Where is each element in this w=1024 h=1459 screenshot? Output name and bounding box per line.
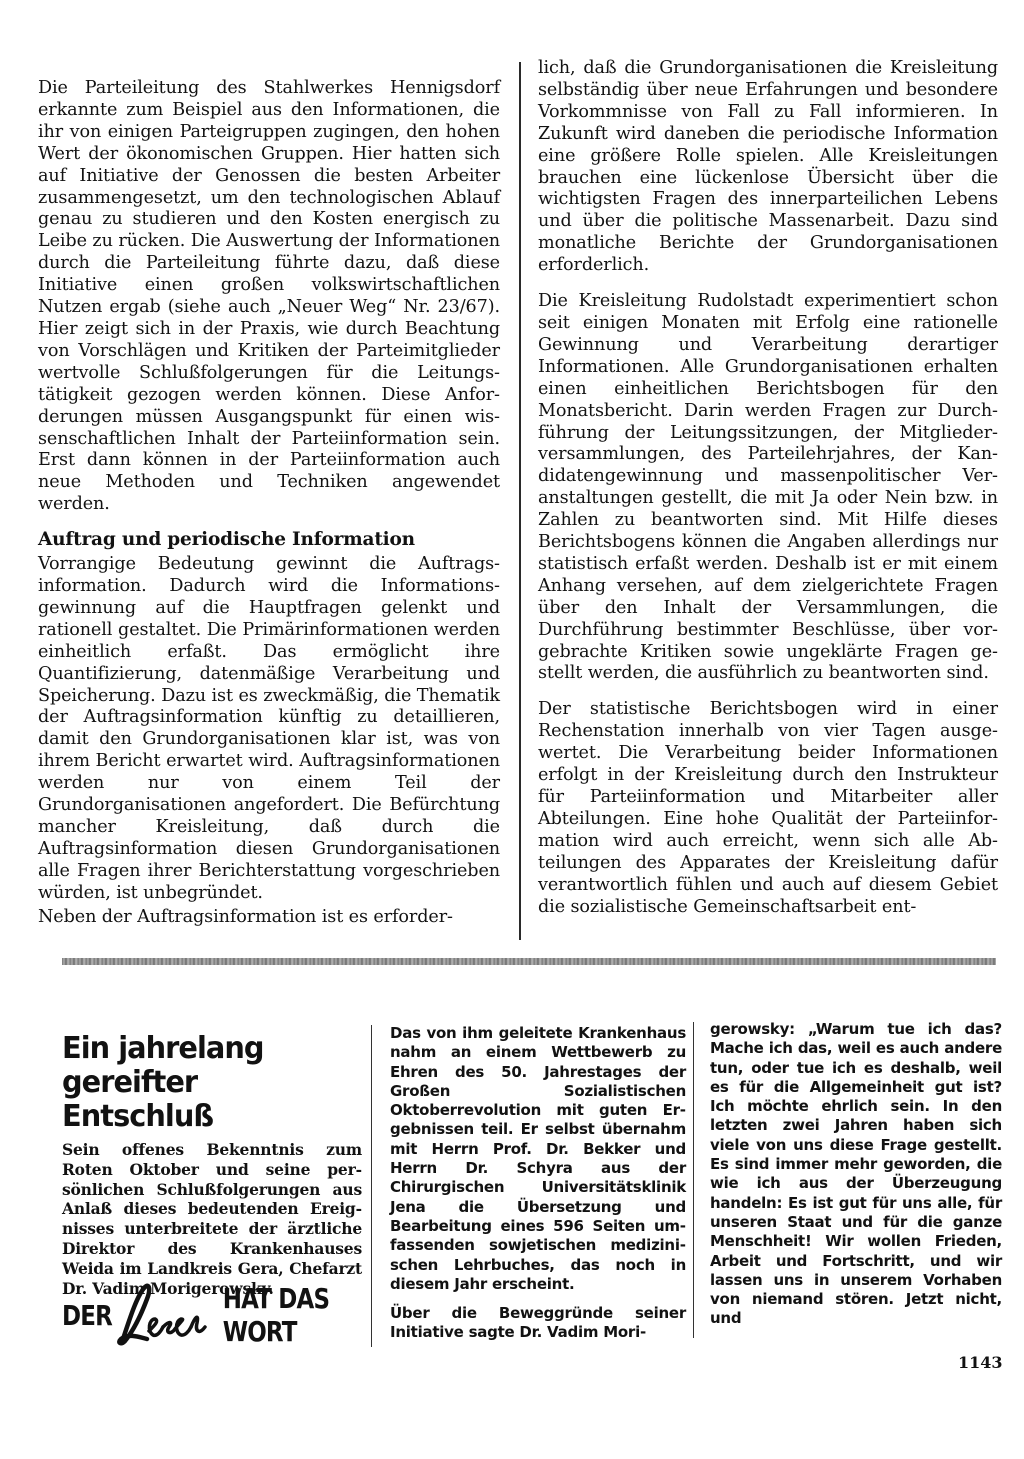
page-number: 1143 <box>958 1353 1003 1372</box>
paragraph: Das von ihm geleitete Krankenhaus nahm an einem Wettbewerb zu Ehren des 50. Jahrestages der Großen Sozialistischen Oktoberrevolution mit guten Ergebnissen teil. Er selbst übernahm mit Herrn Prof. Dr. Bekker und Herrn Dr. Schyra aus der Chirurgischen Universitätsklinik Jena die Übersetzung und Bearbeitung eines 596 Seiten umfassenden sowjetischen medizinischen Lehrbuches, das noch in diesem Jahr erscheint. <box>390 1024 686 1293</box>
article-column-2 <box>538 58 998 918</box>
letter-lead: Sein offenes Bekenntnis zum Roten Oktober und seine persönlichen Schlußfolgerungen aus Anlaß dieses bedeutenden Ereignisses unterbreitete der ärztliche Direktor des Krankenhauses Weida im Landkreis Gera, Chefarzt Dr. Vadim Morigerowsky. <box>62 1140 362 1298</box>
article-column-1 <box>38 78 500 929</box>
column-divider <box>371 1025 372 1347</box>
leser-script-logo-icon <box>115 1281 207 1349</box>
logo-word-hat-das-wort: HAT DAS WORT <box>222 1282 330 1348</box>
section-divider <box>62 958 996 965</box>
headline-line-1: Ein jahrelang <box>62 1031 264 1066</box>
logo-word-der: DER <box>62 1298 112 1332</box>
letter-headline <box>62 1032 350 1134</box>
column-divider <box>693 1022 694 1338</box>
der-leser-hat-das-wort-logo <box>62 1280 358 1350</box>
paragraph: Neben der Auftragsinformation ist es erforder- <box>38 906 453 927</box>
paragraph: lich, daß die Grundorganisationen die Kreisleitung selbständig über neue Erfahrungen und besondere Vorkommnisse von Fall zu Fall informieren. In Zukunft wird daneben die periodische Information eine größere Rolle spielen. Alle Kreisleitungen brauchen eine lückenlose Übersicht über die wichtigsten Fragen des innerparteilichen Lebens und über die politische Massenarbeit. Dazu sind monatliche Berichte der Grundorganisationen erforderlich. <box>538 58 998 276</box>
column-divider <box>519 62 521 940</box>
paragraph: Die Kreisleitung Rudolstadt experimentiert schon seit einigen Monaten mit Erfolg eine rationelle Gewinnung und Verarbeitung derartiger Informationen. Alle Grundorganisationen erhalten einen einheitlichen Berichtsbogen für den Monatsbericht. Darin werden Fragen zur Durchführung der Leitungssitzungen, der Mitgliederversammlungen, des Parteilehrjahres, der Kandidatengewinnung und massenpolitischer Veranstaltungen gestellt, die mit Ja oder Nein bzw. in Zahlen zu beantworten sind. Mit Hilfe dieses Berichtsbogens können die Angaben allerdings nur statistisch erfaßt werden. Deshalb ist er mit einem Anhang versehen, auf dem zielgerichtete Fragen über den Inhalt der Versammlungen, die Durchführung bestimmter Beschlüsse, über vorgebrachte Kritiken sowie ungeklärte Fragen gestellt werden, die ausführlich zu beantworten sind. <box>538 291 998 684</box>
paragraph: Der statistische Berichtsbogen wird in einer Rechenstation innerhalb von vier Tagen ausgewertet. Die Verarbeitung beider Informationen erfolgt in der Kreisleitung durch den Instrukteur für Parteiinformation und Mitarbeiter aller Abteilungen. Eine hohe Qualität der Parteiinformation wird auch erreicht, wenn sich alle Abteilungen des Apparates der Kreisleitung dafür verantwortlich fühlen und auch auf diesem Gebiet die sozialistische Gemeinschaftsarbeit ent- <box>538 699 998 917</box>
headline-line-2: gereifter Entschluß <box>62 1065 214 1134</box>
letter-column-2 <box>710 1020 1002 1329</box>
paragraph: gerowsky: „Warum tue ich das? Mache ich das, weil es auch andere tun, oder tue ich es deshalb, weil es für die Allgemeinheit gut ist? Ich möchte ehrlich sein. In den letzten zwei Jahren haben sich viele von uns diese Frage gestellt. Es sind immer mehr geworden, die wie ich aus der Überzeugung handeln: Es ist gut für uns alle, für unseren Staat und für die ganze Menschheit! Wir wollen Frieden, Arbeit und Fortschritt, und wir lassen uns in unserem Vorhaben von niemand stören. Jetzt nicht, und <box>710 1020 1002 1328</box>
letter-header <box>62 1032 362 1298</box>
letter-column-1 <box>390 1024 686 1343</box>
paragraph: Über die Beweggründe seiner Initiative sagte Dr. Vadim Mori- <box>390 1304 686 1342</box>
section-subheading: Auftrag und periodische Information <box>38 529 415 551</box>
paragraph: Vorrangige Bedeutung gewinnt die Auftragsinformation. Dadurch wird die Informationsgewinnung auf die Hauptfragen gelenkt und rationell gestaltet. Die Primärinformationen werden einheitlich erfaßt. Das ermöglicht ihre Quantifizierung, datenmäßige Verarbeitung und Speicherung. Dazu ist es zweckmäßig, die Thematik der Auftragsinformation künftig zu detaillieren, damit den Grundorganisationen klar ist, was von ihrem Bericht erwartet wird. Auftragsinformationen werden nur von einem Teil der Grundorganisationen angefordert. Die Befürchtung mancher Kreisleitung, daß durch die Auftragsinformation diesen Grundorganisationen alle Fragen ihrer Berichterstattung vorgeschrieben würden, ist unbegründet. <box>38 554 500 903</box>
paragraph: Die Parteileitung des Stahlwerkes Hennigsdorf erkannte zum Beispiel aus den Informationen, die ihr von einigen Parteigruppen zugingen, den hohen Wert der ökonomischen Gruppen. Hier hatten sich auf Initiative der Genossen die besten Arbeiter zusammengesetzt, um den technologischen Ablauf genau zu studieren und den Kosten energisch zu Leibe zu rücken. Die Auswertung der Informationen durch die Parteileitung führte dazu, daß diese Initiative einen großen volkswirtschaftlichen Nutzen ergab (siehe auch „Neuer Weg“ Nr. 23/67). Hier zeigt sich in der Praxis, wie durch Beachtung von Vorschlägen und Kritiken der Parteimitglieder wertvolle Schlußfolgerungen für die Leitungstätigkeit gezogen werden können. Diese Anforderungen müssen Ausgangspunkt für einen wissenschaftlichen Inhalt der Parteiinformation sein. Erst dann können in der Parteiinformation auch neue Methoden und Techniken angewendet werden. <box>38 78 500 515</box>
